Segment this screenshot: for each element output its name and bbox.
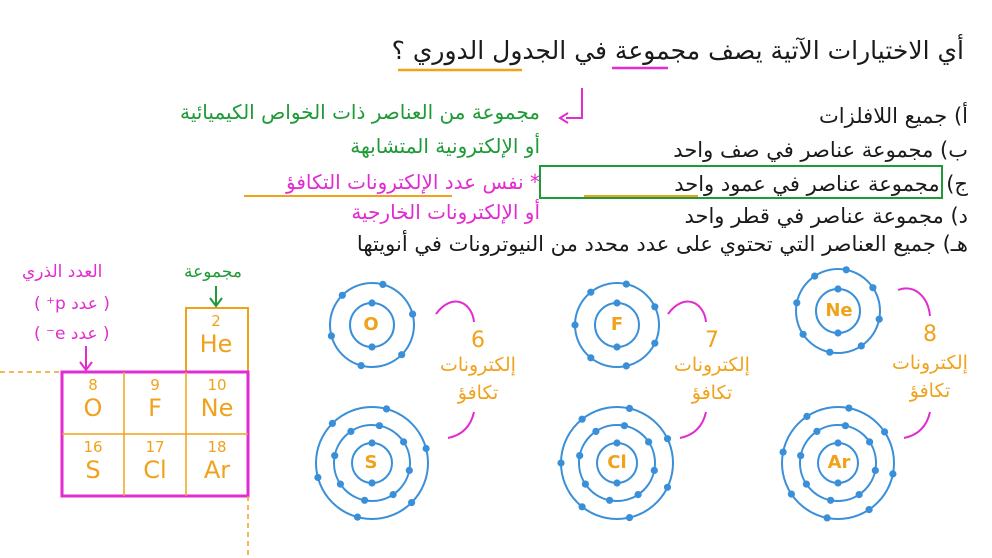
answer-box: [540, 166, 942, 198]
proton-count-label: ( عدد p⁺ ): [34, 294, 110, 314]
argon-electron: [842, 422, 849, 429]
argon-electron: [803, 413, 810, 420]
fluorine-electron: [613, 343, 620, 350]
valence-label-line2: تكافؤ: [691, 382, 733, 404]
oxygen-electron: [398, 351, 405, 358]
argon-electron: [797, 452, 804, 459]
option-c: ج) مجموعة عناصر في عمود واحد: [674, 172, 968, 196]
valence-label-line1: إلكترونات: [440, 354, 516, 376]
electron-count-label: ( عدد e⁻ ): [34, 324, 110, 344]
oxygen-electron: [409, 311, 416, 318]
valence-label-line1: إلكترونات: [674, 354, 750, 376]
valence-note-line2: أو الإلكترونات الخارجية: [351, 200, 540, 224]
sulfur-electron: [423, 445, 430, 452]
argon-electron: [889, 470, 896, 477]
neon-electron: [800, 331, 807, 338]
fluorine-electron: [651, 340, 658, 347]
curved-arrow-icon: [448, 412, 474, 438]
valence-label-line2: تكافؤ: [457, 382, 499, 404]
chlorine-electron: [626, 405, 633, 412]
sulfur-electron: [376, 422, 383, 429]
cell-number: 8: [88, 376, 98, 394]
fluorine-electron: [613, 299, 620, 306]
fluorine-electron: [587, 289, 594, 296]
group-label: مجموعة: [184, 262, 242, 282]
atom-label-cl: Cl: [607, 452, 627, 473]
argon-electron: [788, 491, 795, 498]
valence-count-6: 6: [471, 328, 485, 353]
he-cell-border: [186, 308, 248, 372]
oxygen-electron: [368, 343, 375, 350]
chlorine-electron: [645, 438, 652, 445]
cell-number: 18: [207, 438, 227, 456]
argon-electron: [834, 479, 841, 486]
cell-number: 9: [150, 376, 160, 394]
atomic-number-label: العدد الذري: [22, 262, 103, 282]
neon-electron: [811, 273, 818, 280]
fluorine-electron: [571, 321, 578, 328]
arrow-down-icon: [80, 346, 92, 370]
oxygen-electron: [328, 332, 335, 339]
chlorine-electron: [576, 452, 583, 459]
sulfur-electron: [361, 497, 368, 504]
cell-symbol: O: [83, 394, 103, 422]
option-d: د) مجموعة عناصر في قطر واحد: [684, 204, 968, 228]
cell-symbol: F: [148, 394, 162, 422]
fluorine-electron: [623, 362, 630, 369]
sulfur-electron: [314, 474, 321, 481]
atom-label-ne: Ne: [825, 300, 853, 321]
argon-electron: [780, 449, 787, 456]
cell-symbol: Ne: [200, 394, 234, 422]
group-definition-line1: مجموعة من العناصر ذات الخواص الكيميائية: [179, 100, 540, 124]
valence-count-8: 8: [923, 322, 937, 347]
curved-arrow-icon: [668, 302, 706, 322]
oxygen-electron: [339, 292, 346, 299]
curved-arrow-icon: [898, 288, 930, 316]
sulfur-electron: [368, 479, 375, 486]
cell-symbol: S: [85, 456, 101, 484]
option-a: أ) جميع اللافلزات: [819, 104, 968, 128]
sulfur-electron: [400, 438, 407, 445]
neon-electron: [834, 285, 841, 292]
argon-electron: [866, 506, 873, 513]
oxygen-electron: [358, 362, 365, 369]
argon-electron: [881, 428, 888, 435]
argon-electron: [813, 428, 820, 435]
option-b: ب) مجموعة عناصر في صف واحد: [673, 138, 968, 162]
oxygen-electron: [379, 281, 386, 288]
valence-label-line1: إلكترونات: [892, 352, 968, 374]
chlorine-electron: [664, 435, 671, 442]
chlorine-electron: [582, 481, 589, 488]
group-definition-line2: أو الإلكترونية المتشابهة: [350, 134, 540, 158]
neon-electron: [826, 349, 833, 356]
sulfur-electron: [408, 499, 415, 506]
curved-arrow-icon: [680, 412, 706, 438]
atom-label-f: F: [610, 314, 624, 335]
pointer-arrow-icon: [566, 88, 582, 118]
neon-electron: [834, 329, 841, 336]
valence-count-7: 7: [705, 328, 719, 353]
cell-symbol: Ar: [203, 456, 231, 484]
sulfur-electron: [329, 420, 336, 427]
chlorine-electron: [621, 422, 628, 429]
atom-label-s: S: [364, 452, 378, 473]
cell-number: 2: [211, 312, 221, 330]
fluorine-electron: [623, 281, 630, 288]
cell-number: 10: [207, 376, 227, 394]
cell-symbol: He: [199, 330, 233, 358]
sulfur-electron: [406, 467, 413, 474]
argon-electron: [834, 439, 841, 446]
argon-electron: [827, 497, 834, 504]
valence-note-line1: * نفس عدد الإلكترونات التكافؤ: [286, 170, 540, 194]
curved-arrow-icon: [436, 302, 474, 322]
chlorine-electron: [635, 491, 642, 498]
argon-electron: [803, 481, 810, 488]
sulfur-electron: [390, 491, 397, 498]
sulfur-electron: [347, 428, 354, 435]
argon-electron: [845, 405, 852, 412]
question-text: أي الاختيارات الآتية يصف مجموعة في الجدول الدوري ؟: [391, 36, 964, 65]
argon-electron: [856, 491, 863, 498]
oxygen-electron: [368, 299, 375, 306]
cell-symbol: Cl: [143, 456, 167, 484]
chlorine-electron: [606, 497, 613, 504]
sulfur-electron: [354, 514, 361, 521]
chlorine-electron: [613, 479, 620, 486]
neon-electron: [869, 284, 876, 291]
cell-number: 16: [83, 438, 103, 456]
chlorine-electron: [613, 439, 620, 446]
arrow-down-icon: [210, 286, 222, 306]
sulfur-electron: [383, 405, 390, 412]
atom-label-o: O: [363, 314, 379, 335]
option-e: هـ) جميع العناصر التي تحتوي على عدد محدد من النيوترونات في أنويتها: [356, 232, 968, 256]
sulfur-electron: [368, 439, 375, 446]
argon-electron: [866, 438, 873, 445]
chlorine-electron: [592, 428, 599, 435]
sulfur-electron: [331, 452, 338, 459]
neon-electron: [858, 342, 865, 349]
curved-arrow-icon: [904, 412, 930, 438]
neon-electron: [793, 299, 800, 306]
chlorine-electron: [626, 514, 633, 521]
sulfur-electron: [337, 481, 344, 488]
fluorine-electron: [651, 303, 658, 310]
chlorine-electron: [579, 416, 586, 423]
argon-electron: [824, 514, 831, 521]
chlorine-electron: [579, 503, 586, 510]
atom-label-ar: Ar: [827, 452, 851, 473]
fluorine-electron: [587, 354, 594, 361]
argon-electron: [872, 467, 879, 474]
cell-number: 17: [145, 438, 165, 456]
valence-label-line2: تكافؤ: [909, 380, 951, 402]
chlorine-electron: [651, 467, 658, 474]
chlorine-electron: [664, 484, 671, 491]
neon-electron: [843, 266, 850, 273]
chlorine-electron: [557, 459, 564, 466]
neon-electron: [876, 316, 883, 323]
